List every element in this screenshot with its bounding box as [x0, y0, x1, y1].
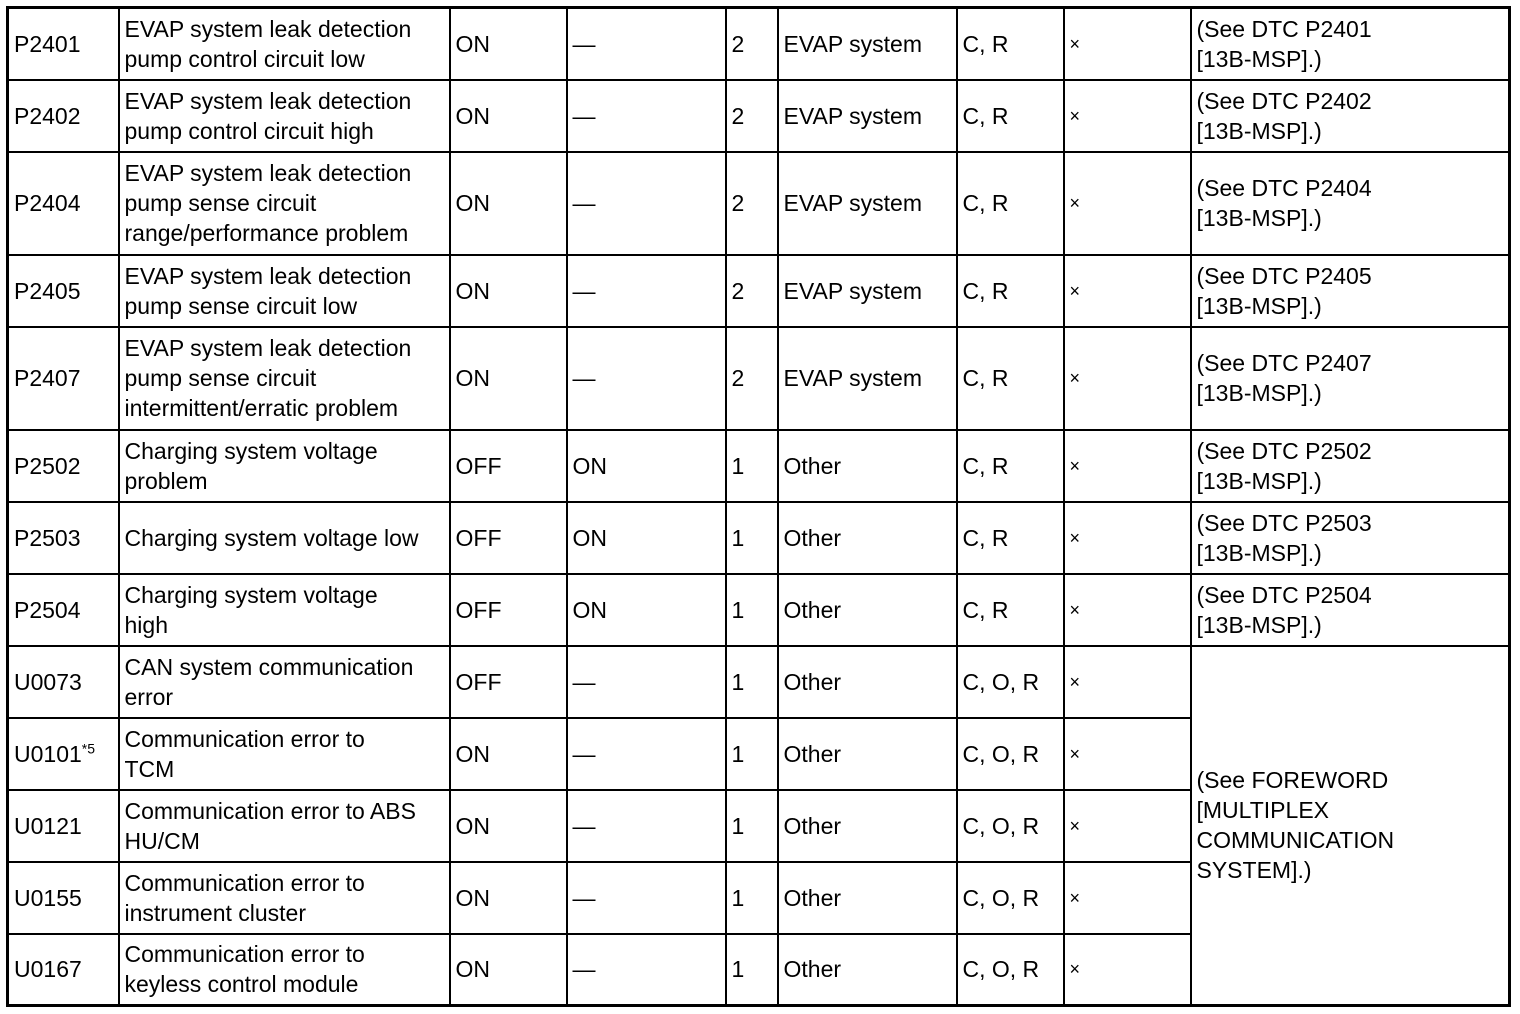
- monitor-item: EVAP system: [778, 255, 957, 327]
- dtc-code: P2503: [8, 502, 119, 574]
- drive-cycle: 1: [726, 934, 778, 1006]
- drive-cycle: 2: [726, 327, 778, 430]
- mil-status: ON: [450, 718, 567, 790]
- dtc-code: U0101$^{*5}$: [8, 718, 119, 790]
- dtc-code: P2404: [8, 152, 119, 255]
- table-row: [8, 152, 1510, 255]
- dtc-table-body: [8, 8, 1510, 1006]
- footnote-marker: *5: [81, 739, 96, 756]
- generator-lamp-status: —: [567, 934, 726, 1006]
- table-row: [8, 8, 1510, 80]
- dtc-description: Charging system voltage low: [119, 502, 450, 574]
- memory-function: C, R: [957, 574, 1064, 646]
- mark-cell: ×: [1064, 152, 1191, 255]
- dtc-description: EVAP system leak detection pump sense circuit intermittent/erratic problem: [119, 327, 450, 430]
- mil-status: OFF: [450, 646, 567, 718]
- dtc-code: P2402: [8, 80, 119, 152]
- mark-cell: ×: [1064, 80, 1191, 152]
- dtc-description: EVAP system leak detection pump sense circuit low: [119, 255, 450, 327]
- merged-reference-cell: (See FOREWORD [MULTIPLEX COMMUNICATION SYSTEM].): [1191, 646, 1510, 1006]
- mil-status: OFF: [450, 574, 567, 646]
- reference-cell: (See DTC P2502 [13B-MSP].): [1191, 430, 1510, 502]
- mil-status: ON: [450, 255, 567, 327]
- monitor-item: Other: [778, 574, 957, 646]
- dtc-code: U0121: [8, 790, 119, 862]
- memory-function: C, O, R: [957, 934, 1064, 1006]
- memory-function: C, R: [957, 430, 1064, 502]
- mark-cell: ×: [1064, 502, 1191, 574]
- mil-status: ON: [450, 934, 567, 1006]
- mark-cell: ×: [1064, 862, 1191, 934]
- dtc-description: Charging system voltage problem: [119, 430, 450, 502]
- mark-cell: ×: [1064, 574, 1191, 646]
- generator-lamp-status: —: [567, 718, 726, 790]
- generator-lamp-status: —: [567, 152, 726, 255]
- generator-lamp-status: ON: [567, 574, 726, 646]
- memory-function: C, R: [957, 502, 1064, 574]
- memory-function: C, R: [957, 80, 1064, 152]
- dtc-description: EVAP system leak detection pump control circuit high: [119, 80, 450, 152]
- dtc-description: Communication error to instrument cluster: [119, 862, 450, 934]
- generator-lamp-status: —: [567, 327, 726, 430]
- mark-cell: ×: [1064, 255, 1191, 327]
- table-row: [8, 327, 1510, 430]
- table-row: [8, 255, 1510, 327]
- generator-lamp-status: —: [567, 255, 726, 327]
- dtc-description: EVAP system leak detection pump control circuit low: [119, 8, 450, 80]
- memory-function: C, O, R: [957, 718, 1064, 790]
- table-row: [8, 646, 1510, 718]
- monitor-item: Other: [778, 790, 957, 862]
- table-row: [8, 80, 1510, 152]
- drive-cycle: 1: [726, 862, 778, 934]
- dtc-code: P2504: [8, 574, 119, 646]
- memory-function: C, R: [957, 8, 1064, 80]
- dtc-code: U0073: [8, 646, 119, 718]
- generator-lamp-status: —: [567, 862, 726, 934]
- memory-function: C, O, R: [957, 646, 1064, 718]
- drive-cycle: 1: [726, 502, 778, 574]
- monitor-item: EVAP system: [778, 327, 957, 430]
- mark-cell: ×: [1064, 718, 1191, 790]
- reference-cell: (See DTC P2402 [13B-MSP].): [1191, 80, 1510, 152]
- mark-cell: ×: [1064, 8, 1191, 80]
- memory-function: C, R: [957, 255, 1064, 327]
- monitor-item: EVAP system: [778, 80, 957, 152]
- mark-cell: ×: [1064, 790, 1191, 862]
- dtc-code: U0167: [8, 934, 119, 1006]
- mark-cell: ×: [1064, 430, 1191, 502]
- memory-function: C, O, R: [957, 790, 1064, 862]
- mark-cell: ×: [1064, 934, 1191, 1006]
- drive-cycle: 1: [726, 646, 778, 718]
- mil-status: ON: [450, 152, 567, 255]
- dtc-description: EVAP system leak detection pump sense circuit range/performance problem: [119, 152, 450, 255]
- mil-status: ON: [450, 327, 567, 430]
- dtc-description: Communication error to TCM: [119, 718, 450, 790]
- drive-cycle: 1: [726, 574, 778, 646]
- drive-cycle: 1: [726, 430, 778, 502]
- reference-cell: (See DTC P2504 [13B-MSP].): [1191, 574, 1510, 646]
- dtc-code: P2502: [8, 430, 119, 502]
- reference-cell: (See DTC P2405 [13B-MSP].): [1191, 255, 1510, 327]
- dtc-description: Charging system voltage high: [119, 574, 450, 646]
- mil-status: ON: [450, 80, 567, 152]
- monitor-item: Other: [778, 646, 957, 718]
- generator-lamp-status: ON: [567, 502, 726, 574]
- dtc-description: CAN system communication error: [119, 646, 450, 718]
- table-row: [8, 502, 1510, 574]
- mil-status: OFF: [450, 502, 567, 574]
- monitor-item: Other: [778, 430, 957, 502]
- drive-cycle: 2: [726, 8, 778, 80]
- drive-cycle: 2: [726, 80, 778, 152]
- monitor-item: EVAP system: [778, 152, 957, 255]
- mil-status: ON: [450, 790, 567, 862]
- monitor-item: Other: [778, 862, 957, 934]
- generator-lamp-status: —: [567, 80, 726, 152]
- table-row: [8, 430, 1510, 502]
- generator-lamp-status: —: [567, 646, 726, 718]
- reference-cell: (See DTC P2407 [13B-MSP].): [1191, 327, 1510, 430]
- dtc-table: [6, 6, 1511, 1007]
- monitor-item: Other: [778, 718, 957, 790]
- dtc-code: U0155: [8, 862, 119, 934]
- mil-status: ON: [450, 8, 567, 80]
- drive-cycle: 2: [726, 255, 778, 327]
- mark-cell: ×: [1064, 646, 1191, 718]
- monitor-item: Other: [778, 502, 957, 574]
- memory-function: C, R: [957, 327, 1064, 430]
- mil-status: ON: [450, 862, 567, 934]
- drive-cycle: 2: [726, 152, 778, 255]
- mil-status: OFF: [450, 430, 567, 502]
- dtc-description: Communication error to ABS HU/CM: [119, 790, 450, 862]
- monitor-item: Other: [778, 934, 957, 1006]
- reference-cell: (See DTC P2401 [13B-MSP].): [1191, 8, 1510, 80]
- drive-cycle: 1: [726, 718, 778, 790]
- monitor-item: EVAP system: [778, 8, 957, 80]
- drive-cycle: 1: [726, 790, 778, 862]
- memory-function: C, O, R: [957, 862, 1064, 934]
- memory-function: C, R: [957, 152, 1064, 255]
- reference-cell: (See DTC P2503 [13B-MSP].): [1191, 502, 1510, 574]
- dtc-description: Communication error to keyless control module: [119, 934, 450, 1006]
- reference-cell: (See DTC P2404 [13B-MSP].): [1191, 152, 1510, 255]
- dtc-code: P2401: [8, 8, 119, 80]
- dtc-code: P2405: [8, 255, 119, 327]
- dtc-code: P2407: [8, 327, 119, 430]
- generator-lamp-status: —: [567, 8, 726, 80]
- table-row: [8, 574, 1510, 646]
- generator-lamp-status: —: [567, 790, 726, 862]
- mark-cell: ×: [1064, 327, 1191, 430]
- generator-lamp-status: ON: [567, 430, 726, 502]
